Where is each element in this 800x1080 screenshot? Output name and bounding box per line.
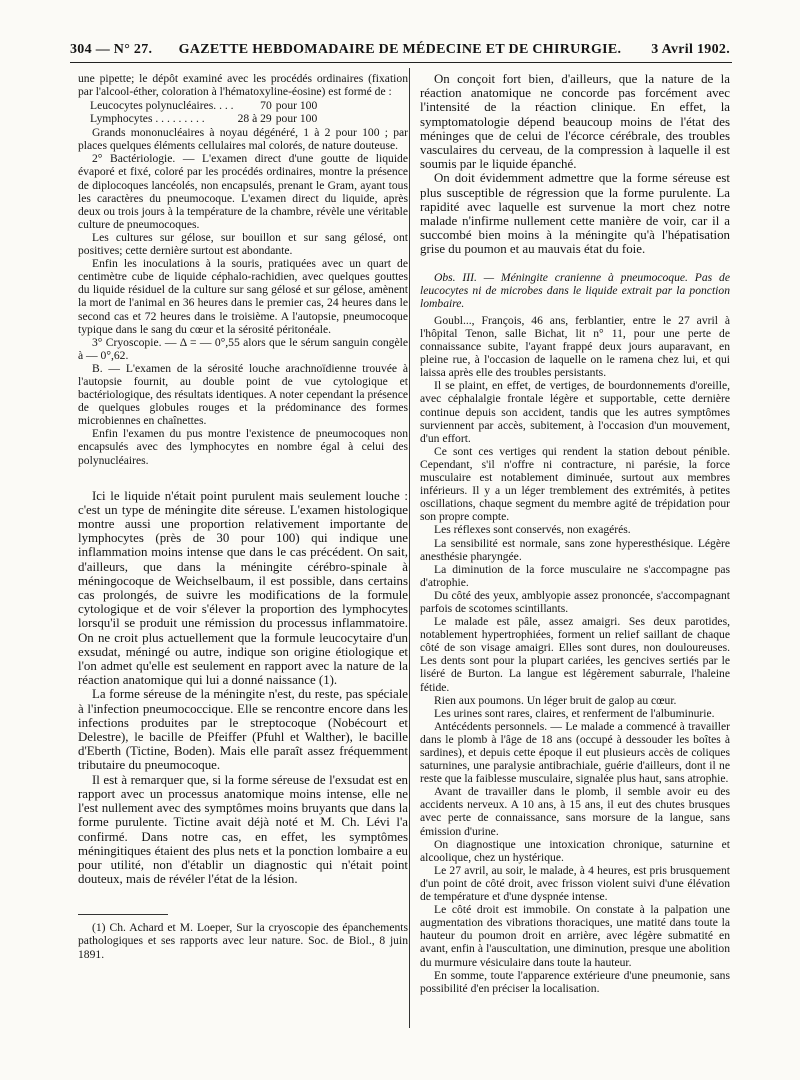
paragraph-sensibilite: La sensibilité est normale, sans zone hyperesthésique. Légère anesthésie pharyngée. — [420, 536, 730, 563]
paragraph-liquide: Ici le liquide n'était point purulent mais seulement louche : c'est un type de méningite dite séreuse. L'examen histologique montre aussi une proportion relativement importante de lymphocytes (près de 30 pour 100) qui indique une inflammation moins intense que dans le cas précédent. On sait, d'ailleurs, que dans la méningite cérébro-spinale à méningocoque de Weichselbaum, il est possible, dans certains cas prolongés, de suivre les modifications de la formule cytologique et de voir s'élever la proportion des lymphocytes lorsqu'il se produit une rémission du processus inflammatoire. On ne croit plus actuellement que la formule leucocytaire d'un exsudat, méningé ou autre, indique son origine étiologique et l'on admet qu'elle est seulement en rapport avec la nature de la réaction anatomique qui lui a donné naissance (1). — [78, 488, 408, 688]
paragraph-intro: une pipette; le dépôt examiné avec les procédés ordinaires (fixation par l'alcool-éther, coloration à l'hématoxyline-éosine) est formé de : — [78, 72, 408, 99]
paragraph-diagnostique: On diagnostique une intoxication chronique, saturnine et alcoolique, chez un hystérique. — [420, 837, 730, 864]
paragraph-avant: Avant de travailler dans le plomb, il semble avoir eu des accidents nerveux. A 10 ans, à 15 ans, il eut des chutes brusques avec perte de connaissance, sans morsure de la langue, sans émission d'urine. — [420, 785, 730, 838]
paragraph-remarquer: Il est à remarquer que, si la forme séreuse de l'exsudat est en rapport avec un processus anatomique moins intense, elle ne l'est nullement avec des symptômes moins bruyants que dans la forme purulente. Tictine avait déjà noté et M. Ch. Lévi l'a confirmé. Dans notre cas, en effet, les symptômes méningitiques étaient des plus nets et la ponction lombaire a eu pour utilité, non d'établir un diagnostic qui n'était point douteux, mais de révéler l'état de la lésion. — [78, 772, 408, 887]
paragraph-serosite: B. — L'examen de la sérosité louche arachnoïdienne trouvée à l'autopsie fournit, au double point de vue cytologique et bactériologique, des résultats identiques. A noter cependant la présence de quelques globules rouges et la prédominance des formes microbiennes en chaînettes. — [78, 361, 408, 428]
paragraph-cryoscopie: 3° Cryoscopie. — Δ = — 0°,55 alors que le sérum sanguin congèle à — 0°,62. — [78, 335, 408, 362]
paragraph-bacteriologie: 2° Bactériologie. — L'examen direct d'une goutte de liquide évaporé et fixé, coloré par les procédés ordinaires, montre la présence de diplocoques lancéolés, non encapsulés, prenant le Gram, ayant tous les caractères du pneumocoque. L'examen direct du liquide, après deux ou trois jours à la température de la chambre, révèle une véritable culture de pneumocoques. — [78, 152, 408, 231]
paragraph-yeux: Du côté des yeux, amblyopie assez prononcée, s'accompagnant parfois de scotomes scintillants. — [420, 588, 730, 615]
cell-unit: pour 100 — [275, 99, 318, 113]
paragraph-poumons: Rien aux poumons. Un léger bruit de galop au cœur. — [434, 693, 677, 707]
paragraph-vertiges: Ce sont ces vertiges qui rendent la station debout pénible. Cependant, s'il n'offre ni contracture, ni parésie, la force musculaire est notablement diminuée, surtout aux membres inférieurs. Il y a un léger tremblement des extrémités, à petites oscillations, chaque segment du membre agité de trépidation pour son propre compte. — [420, 444, 730, 524]
paragraph-plaint: Il se plaint, en effet, de vertiges, de bourdonnements d'oreille, avec céphalalgie frontale légère et supportable, cette dernière continue depuis son accident, tandis que les autres symptômes surviennent par accès, subitement, à l'occasion d'un mouvement, d'un effort. — [420, 379, 730, 445]
column-divider — [409, 68, 410, 1028]
paragraph-forme-sereuse: La forme séreuse de la méningite n'est, du reste, pas spéciale à l'infection pneumococcique. Elle se rencontre encore dans les infections produites par le streptocoque (Nobécourt et Delestre), le bacille de Pfeiffer (Pfuhl et Walther), le bacille d'Eberth (Tictine, Boden). Mais elle paraît assez fréquemment tributaire du pneumocoque. — [78, 687, 408, 773]
paragraph-cultures: Les cultures sur gélose, sur bouillon et sur sang gélosé, ont positives; cette dernière surtout est abondante. — [78, 230, 408, 258]
paragraph-en-somme: En somme, toute l'apparence extérieure d'une pneumonie, sans possibilité d'en préciser la localisation. — [420, 968, 730, 995]
footnote-rule — [78, 914, 168, 915]
cell-name: Leucocytes polynucléaires. . . . — [90, 99, 234, 113]
paragraph-diminution: La diminution de la force musculaire ne s'accompagne pas d'atrophie. — [420, 562, 730, 589]
spacer — [420, 257, 730, 271]
header-rule — [70, 62, 732, 63]
paragraph-concoit: On conçoit fort bien, d'ailleurs, que la nature de la réaction anatomique ne concorde pas forcément avec l'intensité de la réaction clinique. En effet, la symptomatologie dépend beaucoup moins de l'état des méninges que de celui de l'écorce cérébrale, des troubles vasculaires du cerveau, de la compression à laquelle il est soumis par le liquide épanché. — [420, 72, 730, 172]
paragraph-urines: Les urines sont rares, claires, et renferment de l'albuminurie. — [434, 706, 715, 720]
journal-title: GAZETTE HEBDOMADAIRE DE MÉDECINE ET DE CHIRURGIE. — [178, 42, 622, 57]
paragraph-mononucleaires: Grands mononucléaires à noyau dégénéré, 1 à 2 pour 100 ; par places quelques éléments cellulaires mal colorés, de nature douteuse. — [78, 126, 408, 153]
paragraph-admettre: On doit évidemment admettre que la forme séreuse est plus susceptible de régression que la forme purulente. La rapidité avec laquelle est survenue la mort chez notre malade n'infirme nullement cette manière de voir, car il a succombé bien moins à la méningite qu'à l'hépatisation grise du poumon et au mauvais état du foie. — [420, 171, 730, 257]
left-column — [78, 72, 408, 961]
footnote-text: (1) Ch. Achard et M. Loeper, Sur la cryoscopie des épanchements pathologiques et ses rapports avec leur nature. Soc. de Biol., 8 juin 1891. — [78, 921, 408, 961]
paragraph-goubl: Goubl..., François, 46 ans, ferblantier, entre le 27 avril à l'hôpital Tenon, salle Bichat, lit n° 11, pour une perte de connaissance subite, l'ayant frappé deux jours auparavant, en pleine rue, à l'occasion de laquelle on le ramena chez lui, et qui laissa après elle des troubles persistants. — [420, 313, 730, 380]
paragraph-cote-droit: Le côté droit est immobile. On constate à la palpation une augmentation des vibrations thoraciques, une matité dans toute la hauteur du poumon droit en arrière, avec légère submatité en avant, enfin à l'auscultation, une diminution, presque une abolition du murmure vésiculaire dans toute la hauteur. — [420, 903, 730, 969]
cell-count-table — [90, 99, 321, 125]
observation-heading: Obs. III. — Méningite cranienne à pneumocoque. Pas de leucocytes ni de microbes dans le liquide extrait par la ponction lombaire. — [420, 270, 730, 310]
cell-unit: pour 100 — [275, 112, 318, 126]
paragraph-pus: Enfin l'examen du pus montre l'existence de pneumocoques non encapsulés avec des lymphocytes en nombre égal à celui des polynucléaires. — [78, 427, 408, 467]
paragraph-antecedents: Antécédents personnels. — Le malade a commencé à travailler dans le plomb à l'âge de 18 ans (occupé à dessouder les boîtes à sardines), et depuis cette époque il eut plusieurs accès de coliques saturnines, une paralysie antibrachiale, guérie d'ailleurs, dont il ne reste que la faiblesse musculaire, signalée plus haut, sans atrophie. — [420, 719, 730, 786]
cell-name: Lymphocytes . . . . . . . . . — [90, 112, 205, 126]
table-row — [90, 112, 321, 125]
issue-date: 3 Avril 1902. — [651, 42, 730, 57]
cell-value: 28 à 29 — [237, 112, 272, 126]
cell-value: 70 — [260, 99, 272, 113]
page-number: 304 — N° 27. — [70, 42, 153, 57]
right-column — [420, 72, 730, 995]
paragraph-pale: Le malade est pâle, assez amaigri. Ses deux parotides, notablement hypertrophiées, forment un relief saillant de chaque côté de son visage amaigri. Elles sont dures, non douloureuses. Les dents sont pour la plupart cariées, les gencives sertiés par le liséré de Burton. La langue est légèrement saburrale, l'haleine fétide. — [420, 615, 730, 694]
footnote — [78, 914, 408, 960]
running-head — [70, 40, 730, 62]
paragraph-inoculations: Enfin les inoculations à la souris, pratiquées avec un quart de centimètre cube de liquide céphalo-rachidien, avec quelques gouttes du liquide résiduel de la culture sur sang gélosé et sur gélose, amènent la mort de l'animal en 36 heures dans le premier cas, 24 heures dans le second cas et 72 heures dans le troisième. A l'autopsie, pneumocoque typique dans le sang du cœur et la sérosité péritonéale. — [78, 257, 408, 336]
paragraph-27-avril: Le 27 avril, au soir, le malade, à 4 heures, est pris brusquement d'un point de côté droit, avec frisson violent suivi d'une élévation de température et d'une dyspnée intense. — [420, 863, 730, 904]
paragraph-reflexes: Les réflexes sont conservés, non exagérés. — [434, 523, 631, 537]
table-row — [90, 99, 321, 112]
spacer — [78, 467, 408, 489]
